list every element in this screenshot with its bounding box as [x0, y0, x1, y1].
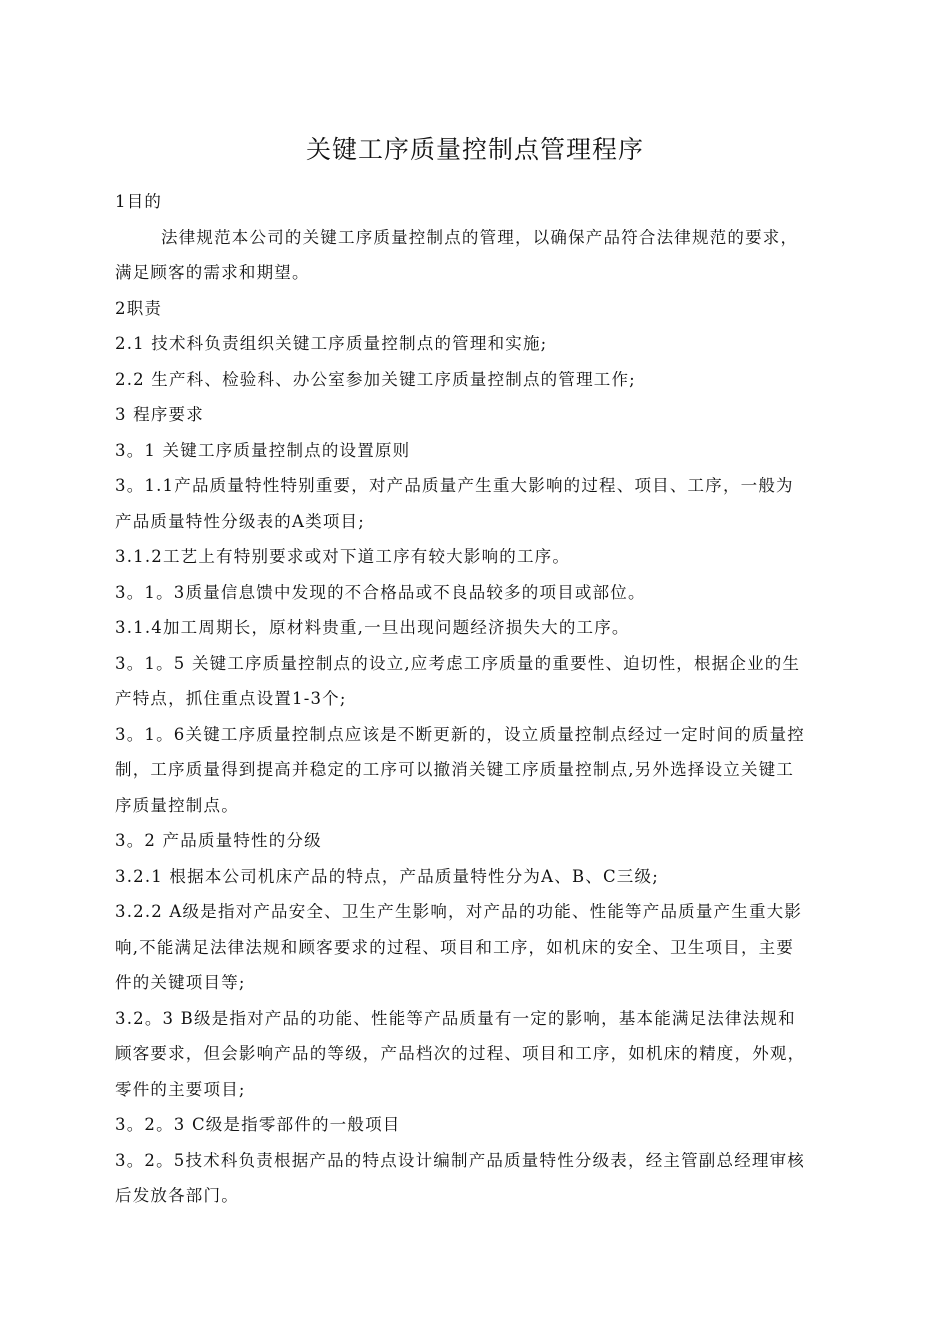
body-text-line: 3。2。3 C级是指零部件的一般项目 [115, 1115, 401, 1134]
body-text-line: 3。1。6关键工序质量控制点应该是不断更新的，设立质量控制点经过一定时间的质量控 [115, 724, 805, 744]
body-text-line: 响,不能满足法律法规和顾客要求的过程、项目和工序，如机床的安全、卫生项目，主要 [115, 937, 795, 957]
body-text-line: 3.1.2工艺上有特别要求或对下道工序有较大影响的工序。 [115, 547, 571, 566]
body-text-line: 2.2 生产科、检验科、办公室参加关键工序质量控制点的管理工作; [115, 369, 636, 389]
body-text-line: 3.2.2 A级是指对产品安全、卫生产生影响，对产品的功能、性能等产品质量产生重大影 [115, 902, 803, 921]
body-text-line: 3。1。5 关键工序质量控制点的设立,应考虑工序质量的重要性、迫切性，根据企业的生 [115, 653, 801, 673]
body-text-line: 顾客要求，但会影响产品的等级，产品档次的过程、项目和工序，如机床的精度，外观， [115, 1044, 806, 1063]
body-text-line: 件的关键项目等; [115, 973, 246, 992]
section-heading: 2职责 [115, 298, 163, 318]
body-text-line: 3.2。3 B级是指对产品的功能、性能等产品质量有一定的影响，基本能满足法律法规和 [115, 1008, 796, 1028]
document-title: 关键工序质量控制点管理程序 [305, 135, 644, 164]
body-text-line: 产特点，抓住重点设置1-3个; [115, 689, 347, 708]
body-text-line: 3.2.1 根据本公司机床产品的特点，产品质量特性分为A、B、C三级; [115, 866, 659, 886]
body-text-line: 序质量控制点。 [115, 795, 239, 815]
body-text-line: 3.1.4加工周期长，原材料贵重,一旦出现问题经济损失大的工序。 [115, 618, 630, 637]
document-body [115, 184, 875, 1214]
subsection-heading: 3。2 产品质量特性的分级 [115, 831, 322, 850]
body-text-line: 3。1。3质量信息馈中发现的不合格品或不良品较多的项目或部位。 [115, 582, 646, 602]
body-text-line: 制，工序质量得到提高并稳定的工序可以撤消关键工序质量控制点,另外选择设立关键工 [115, 760, 795, 779]
body-text-line: 2.1 技术科负责组织关键工序质量控制点的管理和实施; [115, 334, 548, 353]
body-text-line: 法律规范本公司的关键工序质量控制点的管理，以确保产品符合法律规范的要求， [161, 227, 799, 247]
section-heading: 3 程序要求 [115, 405, 204, 424]
body-text-line: 3。1.1产品质量特性特别重要，对产品质量产生重大影响的过程、项目、工序，一般为 [115, 476, 794, 495]
section-heading: 1目的 [115, 192, 163, 211]
subsection-heading: 3。1 关键工序质量控制点的设置原则 [115, 440, 411, 460]
body-text-line: 满足顾客的需求和期望。 [115, 263, 310, 282]
body-text-line: 3。2。5技术科负责根据产品的特点设计编制产品质量特性分级表，经主管副总经理审核 [115, 1150, 805, 1170]
body-text-line: 产品质量特性分级表的A类项目; [115, 511, 365, 531]
body-text-line: 后发放各部门。 [115, 1186, 239, 1205]
body-text-line: 零件的主要项目; [115, 1079, 246, 1099]
